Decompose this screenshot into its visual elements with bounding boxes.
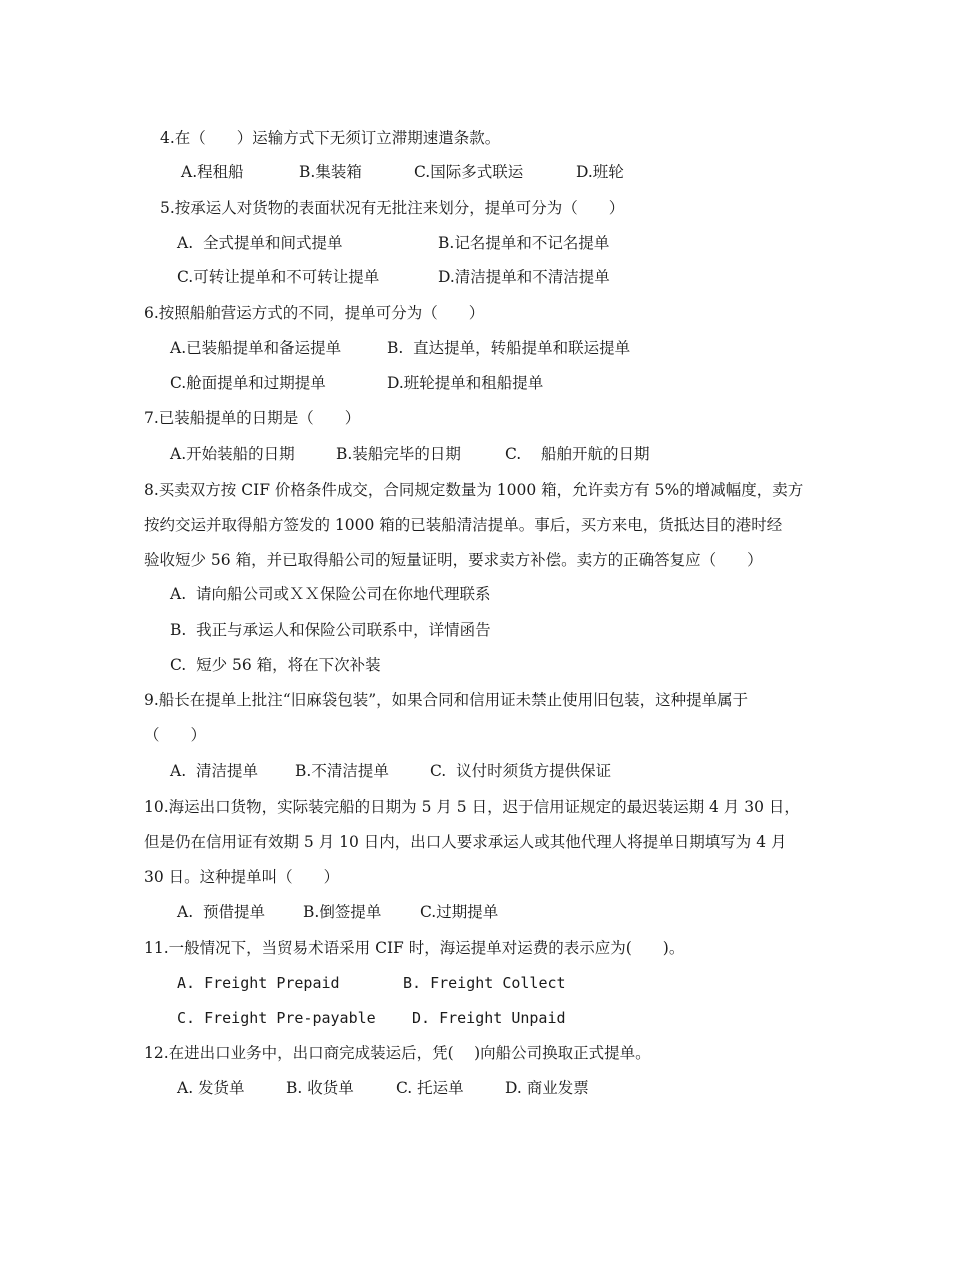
question-12-option-d: D. 商业发票: [505, 1079, 589, 1097]
question-6-option-d: D.班轮提单和租船提单: [387, 374, 544, 392]
question-7-option-c: C. 船舶开航的日期: [505, 445, 650, 463]
question-10-text-line-2: 但是仍在信用证有效期 5 月 10 日内，出口人要求承运人或其他代理人将提单日期填写为 4 月: [144, 833, 787, 851]
question-4-option-d: D.班轮: [576, 163, 624, 181]
question-8-option-c: C. 短少 56 箱，将在下次补装: [170, 656, 381, 674]
question-8-text-line-3: 验收短少 56 箱，并已取得船公司的短量证明，要求卖方补偿。卖方的正确答复应（ ）: [144, 551, 763, 569]
question-9-option-c: C. 议付时须货方提供保证: [430, 762, 612, 780]
question-8-option-a: A. 请向船公司或ＸＸ保险公司在你地代理联系: [170, 585, 491, 603]
question-7-option-b: B.装船完毕的日期: [336, 445, 461, 463]
question-10-option-a: A. 预借提单: [177, 903, 265, 921]
question-5-text: 5.按承运人对货物的表面状况有无批注来划分，提单可分为（ ）: [160, 199, 625, 217]
question-7-option-a: A.开始装船的日期: [170, 445, 295, 463]
question-8-option-b: B. 我正与承运人和保险公司联系中，详情函告: [170, 621, 491, 639]
question-12-option-a: A. 发货单: [177, 1079, 245, 1097]
question-9-text-line-2: （ ）: [144, 726, 207, 744]
question-10-option-b: B.倒签提单: [303, 903, 382, 921]
question-7-text: 7.已装船提单的日期是（ ）: [144, 409, 361, 427]
question-6-option-a: A.已装船提单和备运提单: [170, 339, 342, 357]
question-5-option-d: D.清洁提单和不清洁提单: [438, 268, 610, 286]
question-4-option-a: A.程租船: [181, 163, 244, 181]
question-12-text: 12.在进出口业务中，出口商完成装运后，凭( )向船公司换取正式提单。: [144, 1044, 651, 1062]
question-12-option-b: B. 收货单: [286, 1079, 354, 1097]
question-11-text: 11.一般情况下，当贸易术语采用 CIF 时，海运提单对运费的表示应为( )。: [144, 939, 685, 957]
question-10-text-line-3: 30 日。这种提单叫（ ）: [144, 868, 340, 886]
question-11-option-a: A. Freight Prepaid: [177, 974, 340, 992]
question-9-option-a: A. 清洁提单: [170, 762, 258, 780]
question-8-text-line-1: 8.买卖双方按 CIF 价格条件成交，合同规定数量为 1000 箱，允许卖方有 5%的增减幅度，卖方: [144, 481, 804, 499]
question-4-text: 4.在（ ）运输方式下无须订立滞期速遣条款。: [160, 129, 501, 147]
question-6-text: 6.按照船舶营运方式的不同，提单可分为（ ）: [144, 304, 485, 322]
question-6-option-c: C.舱面提单和过期提单: [170, 374, 326, 392]
question-12-option-c: C. 托运单: [396, 1079, 464, 1097]
question-5-option-a: A. 全式提单和间式提单: [177, 234, 343, 252]
question-6-option-b: B. 直达提单，转船提单和联运提单: [387, 339, 631, 357]
question-11-option-c: C. Freight Pre-payable: [177, 1009, 376, 1027]
question-5-option-c: C.可转让提单和不可转让提单: [177, 268, 380, 286]
question-10-text-line-1: 10.海运出口货物，实际装完船的日期为 5 月 5 日，迟于信用证规定的最迟装运期 4 月 30 日，: [144, 798, 800, 816]
question-11-option-b: B. Freight Collect: [403, 974, 566, 992]
question-10-option-c: C.过期提单: [420, 903, 499, 921]
question-4-option-b: B.集装箱: [299, 163, 362, 181]
question-9-text-line-1: 9.船长在提单上批注“旧麻袋包装”，如果合同和信用证未禁止使用旧包装，这种提单属于: [144, 691, 749, 709]
question-8-text-line-2: 按约交运并取得船方签发的 1000 箱的已装船清洁提单。事后，买方来电，货抵达目的港时经: [144, 516, 783, 534]
question-9-option-b: B.不清洁提单: [295, 762, 389, 780]
question-5-option-b: B.记名提单和不记名提单: [438, 234, 610, 252]
question-4-option-c: C.国际多式联运: [414, 163, 524, 181]
question-11-option-d: D. Freight Unpaid: [412, 1009, 566, 1027]
